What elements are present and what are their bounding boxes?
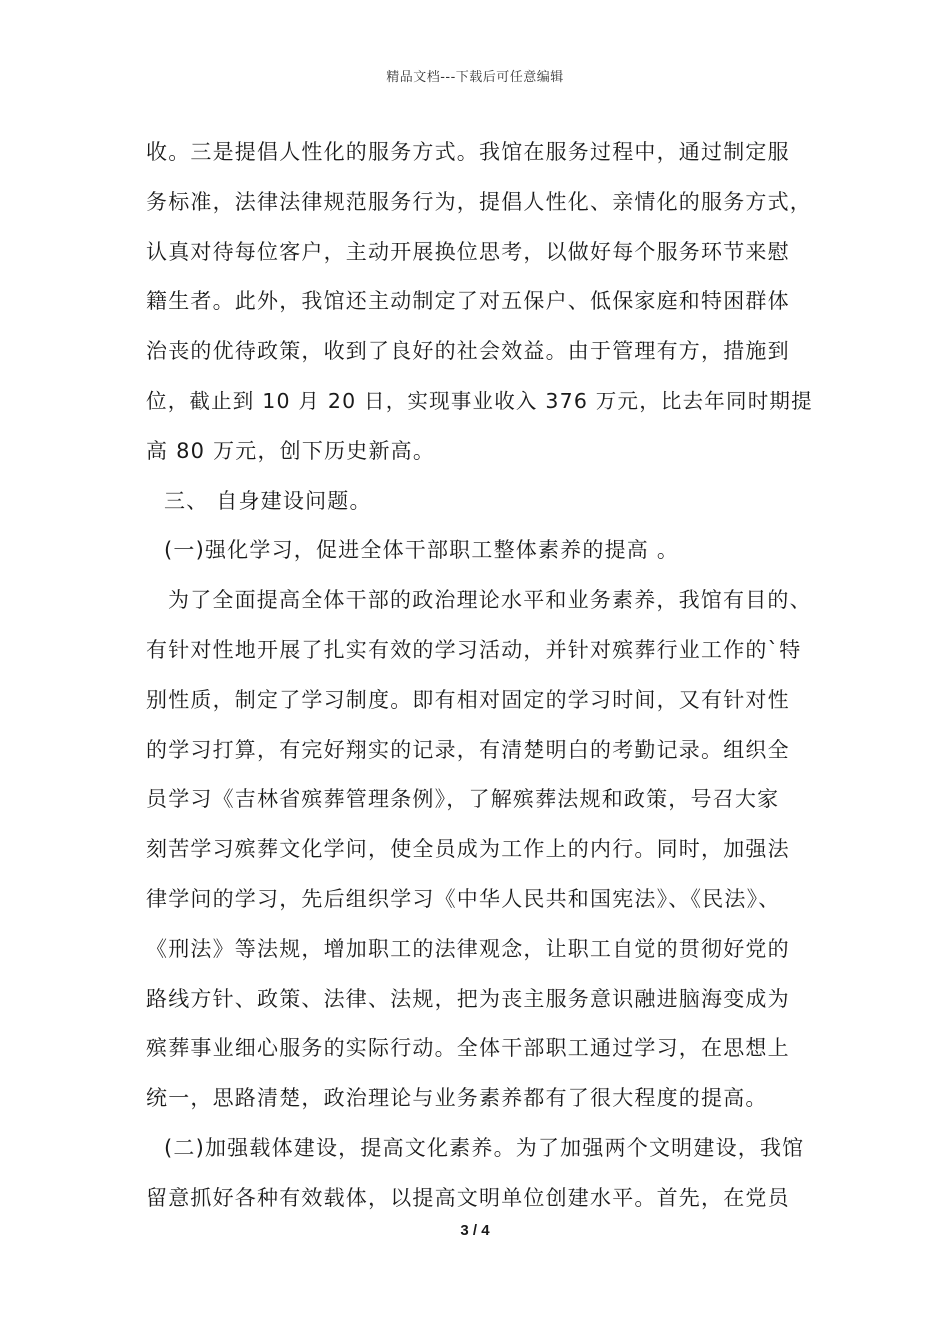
section-heading: 三、 自身建设问题。 [164, 488, 372, 513]
page-header: 精品文档---下载后可任意编辑 [386, 70, 564, 85]
text-line: 路线方针、政策、法律、法规，把为丧主服务意识融进脑海变成为 [146, 986, 790, 1011]
text-line: 务标准，法律法律规范服务行为，提倡人性化、亲情化的服务方式， [146, 189, 812, 214]
text-line: 收。三是提倡人性化的服务方式。我馆在服务过程中，通过制定服 [146, 140, 790, 164]
text-line: 别性质，制定了学习制度。即有相对固定的学习时间，又有针对性 [146, 687, 790, 712]
text-line: 治丧的优待政策，收到了良好的社会效益。由于管理有方，措施到 [146, 339, 790, 364]
page-number: 3 / 4 [460, 1222, 490, 1239]
text-line: 员学习《吉林省殡葬管理条例》，了解殡葬法规和政策，号召大家 [146, 787, 780, 812]
text-line: 统一，思路清楚，政治理论与业务素养都有了很大程度的提高。 [146, 1086, 768, 1111]
text-line: 律学问的学习，先后组织学习《中华人民共和国宪法》、《民法》、 [146, 886, 781, 911]
text-line: 《刑法》等法规，增加职工的法律观念，让职工自觉的贯彻好党的 [146, 936, 790, 961]
text-line: 有针对性地开展了扎实有效的学习活动，并针对殡葬行业工作的`特 [146, 637, 802, 662]
text-line: 高 80 万元，创下历史新高。 [146, 438, 436, 463]
text-line: 刻苦学习殡葬文化学问，使全员成为工作上的内行。同时，加强法 [146, 837, 790, 862]
subsection-heading: (一)强化学习，促进全体干部职工整体素养的提高 。 [164, 538, 680, 563]
text-line: 殡葬事业细心服务的实际行动。全体干部职工通过学习，在思想上 [146, 1036, 790, 1061]
document-body [146, 128, 826, 1224]
subsection-heading: (二)加强载体建设，提高文化素养。为了加强两个文明建设，我馆 [164, 1135, 805, 1160]
text-line: 的学习打算，有完好翔实的记录，有清楚明白的考勤记录。组织全 [146, 737, 790, 762]
text-line: 认真对待每位客户，主动开展换位思考，以做好每个服务环节来慰 [146, 239, 790, 264]
text-line: 籍生者。此外，我馆还主动制定了对五保户、低保家庭和特困群体 [146, 289, 790, 314]
text-line: 留意抓好各种有效载体，以提高文明单位创建水平。首先，在党员 [146, 1185, 790, 1210]
text-line: 位，截止到 10 月 20 日，实现事业收入 376 万元，比去年同时期提 [146, 388, 813, 413]
text-line: 为了全面提高全体干部的政治理论水平和业务素养，我馆有目的、 [168, 588, 812, 613]
